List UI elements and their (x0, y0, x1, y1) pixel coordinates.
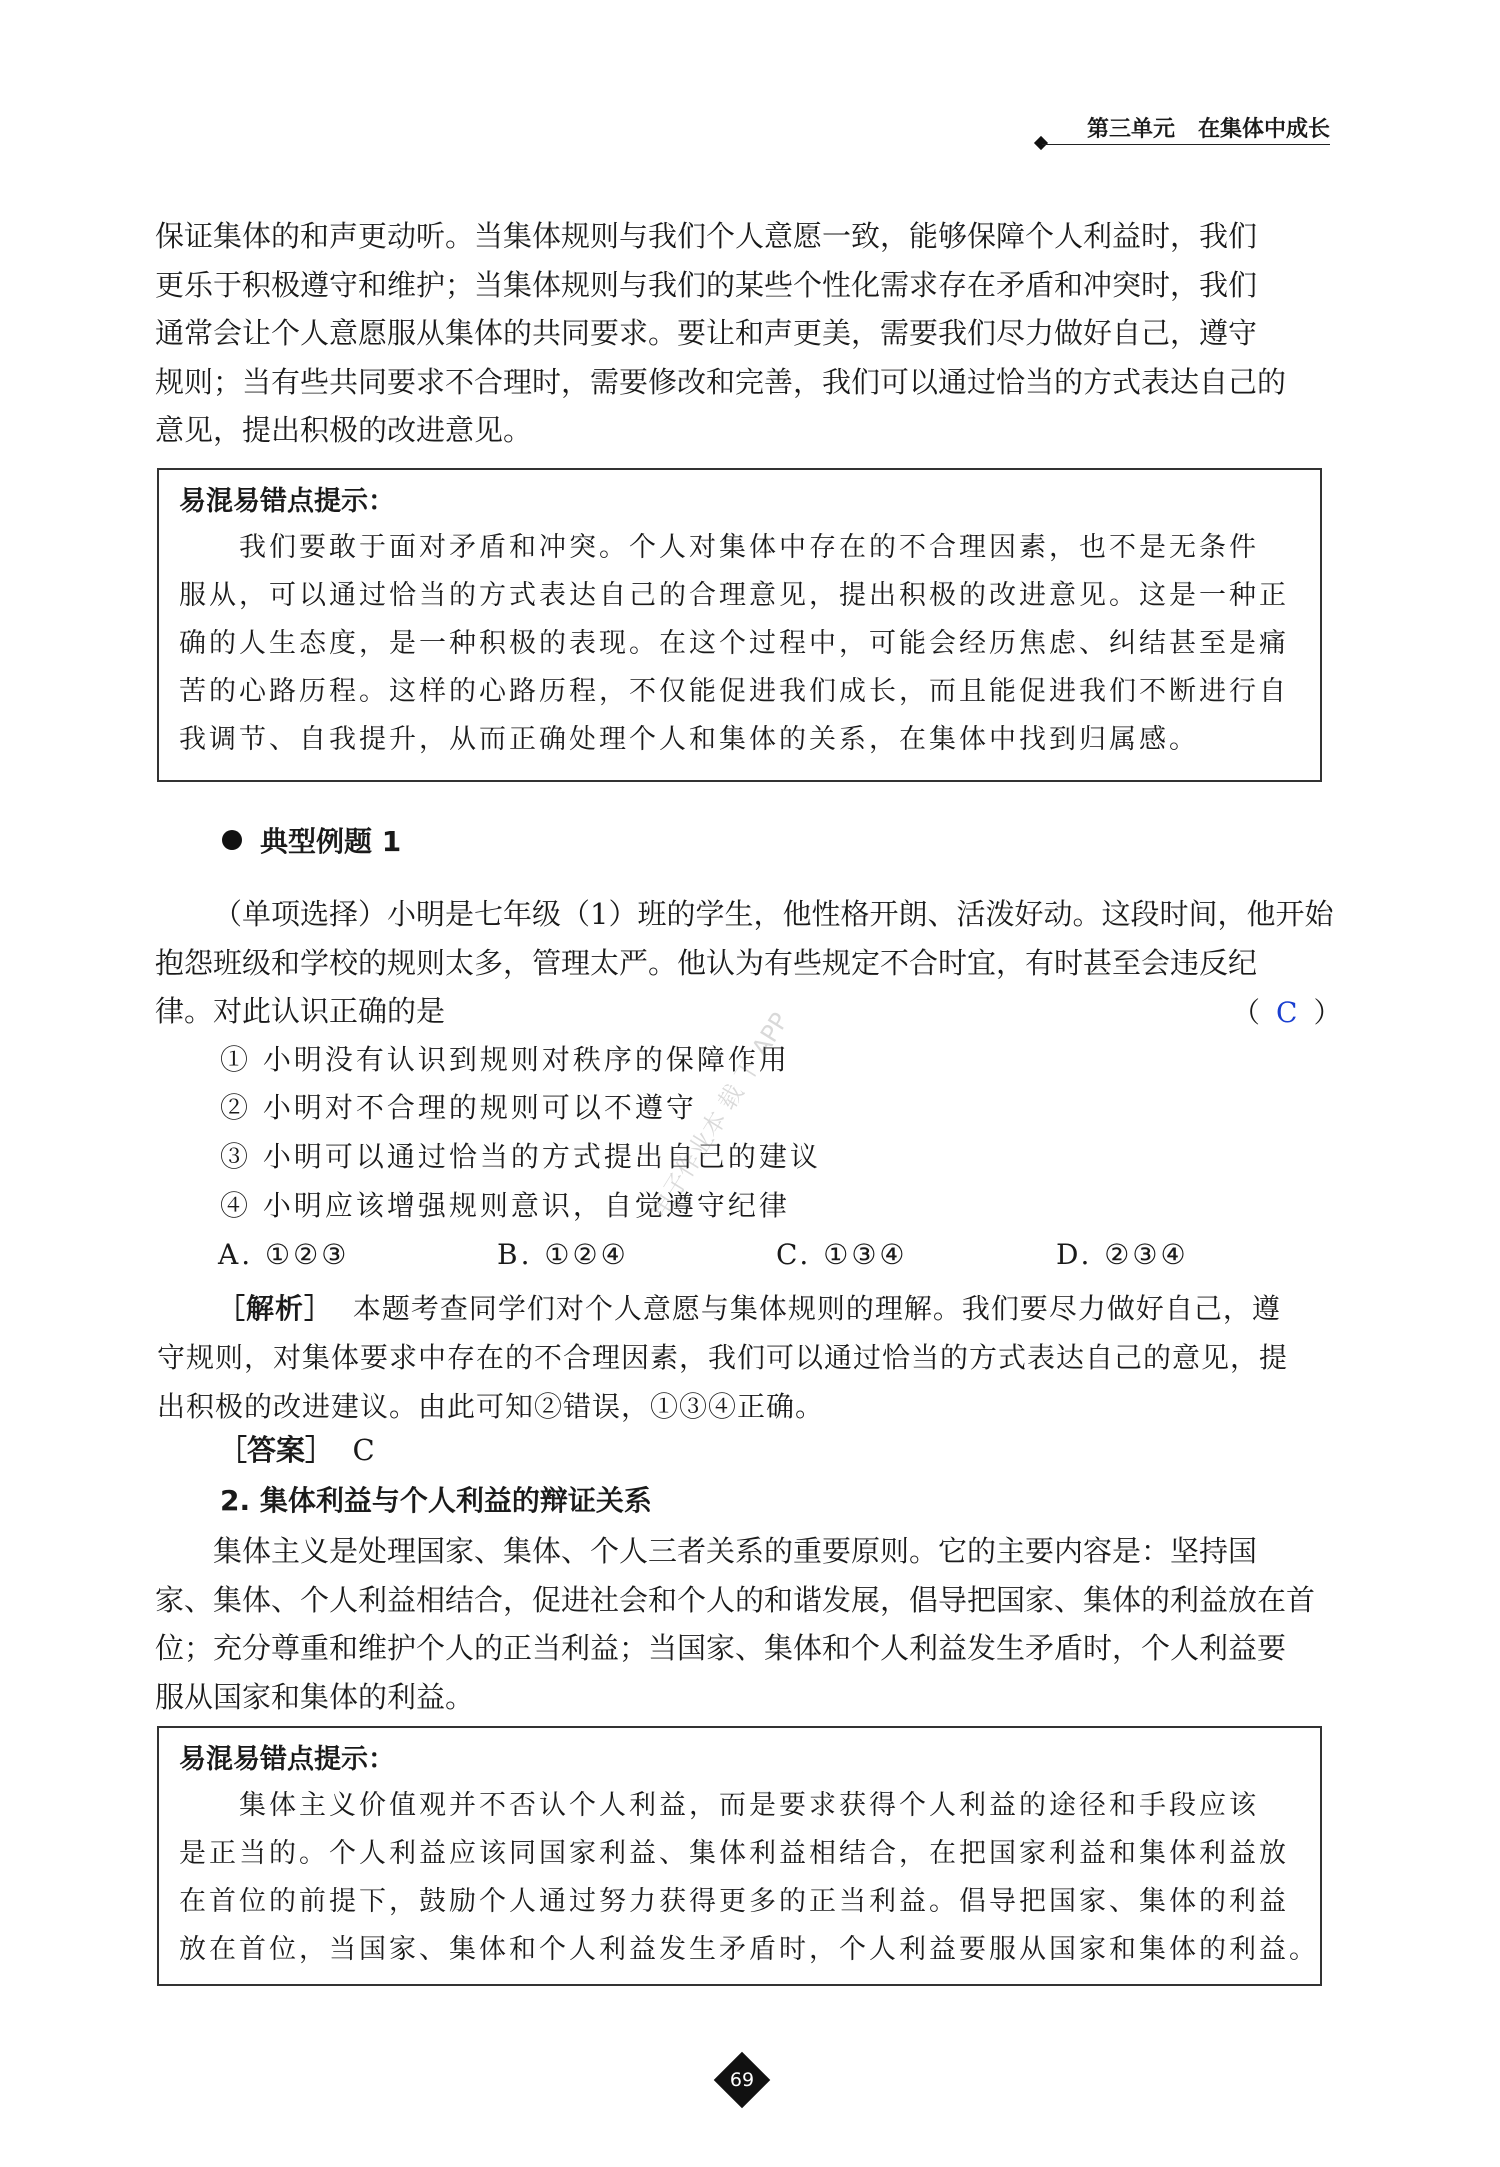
page-number-badge (718, 2056, 766, 2104)
analysis (157, 1284, 1332, 1431)
statement-1: ① 小明没有认识到规则对秩序的保障作用 (220, 1043, 790, 1076)
analysis-line: 本题考查同学们对个人意愿与集体规则的理解。我们要尽力做好自己，遵 (352, 1292, 1281, 1325)
tip-line: 确的人生态度，是一种积极的表现。在这个过程中，可能会经历焦虑、纠结甚至是痛 (179, 628, 1289, 659)
tip-title: 易混易错点提示： (179, 1744, 395, 1775)
question-text (155, 890, 1334, 1036)
intro-paragraph (155, 212, 1330, 455)
paren-close: ） (1313, 996, 1342, 1029)
tip-box-1 (157, 468, 1322, 782)
tip-line: 是正当的。个人利益应该同国家利益、集体利益相结合，在把国家利益和集体利益放 (179, 1838, 1289, 1869)
bullet-icon (222, 830, 242, 850)
choice-d: D. ②③④ (1056, 1238, 1189, 1271)
statement-2: ② 小明对不合理的规则可以不遵守 (220, 1091, 697, 1124)
tip-line: 我们要敢于面对矛盾和冲突。个人对集体中存在的不合理因素，也不是无条件 (239, 532, 1259, 563)
section2-line: 家、集体、个人利益相结合，促进社会和个人的和谐发展，倡导把国家、集体的利益放在首 (155, 1582, 1316, 1617)
example-title-text: 典型例题 1 (260, 825, 402, 858)
section2-line: 服从国家和集体的利益。 (155, 1679, 475, 1714)
intro-line: 规则；当有些共同要求不合理时，需要修改和完善，我们可以通过恰当的方式表达自己的 (155, 364, 1287, 399)
section-title: 2. 集体利益与个人利益的辩证关系 (220, 1484, 652, 1517)
header-unit: 第三单元 (1086, 117, 1175, 142)
intro-line: 通常会让个人意愿服从集体的共同要求。要让和声更美，需要我们尽力做好自己，遵守 (155, 316, 1258, 350)
statement-3: ③ 小明可以通过恰当的方式提出自己的建议 (220, 1140, 821, 1173)
tip-line: 我调节、自我提升，从而正确处理个人和集体的关系，在集体中找到归属感。 (179, 724, 1199, 755)
section2-paragraph (155, 1527, 1330, 1721)
section2-line: 集体主义是处理国家、集体、个人三者关系的重要原则。它的主要内容是：坚持国 (213, 1534, 1258, 1568)
choice-a: A. ①②③ (218, 1238, 350, 1271)
tip-line: 苦的心路历程。这样的心路历程，不仅能促进我们成长，而且能促进我们不断进行自 (179, 676, 1289, 707)
question-line: 律。对此认识正确的是 (155, 994, 446, 1028)
answer-label: ［答案］ (218, 1433, 335, 1467)
answer-line (218, 1430, 375, 1470)
tip-line: 服从，可以通过恰当的方式表达自己的合理意见，提出积极的改进意见。这是一种正 (179, 580, 1289, 611)
question-line: 抱怨班级和学校的规则太多，管理太严。他认为有些规定不合时宜，有时甚至会违反纪 (155, 945, 1258, 980)
running-header (1040, 112, 1330, 142)
tip-title: 易混易错点提示： (179, 486, 395, 517)
analysis-label: ［解析］ (217, 1292, 334, 1325)
filled-answer: C (1276, 996, 1298, 1029)
tip-line: 放在首位，当国家、集体和个人利益发生矛盾时，个人利益要服从国家和集体的利益。 (179, 1934, 1319, 1965)
example-title (222, 822, 401, 862)
tip-line: 集体主义价值观并不否认个人利益，而是要求获得个人利益的途径和手段应该 (239, 1790, 1259, 1821)
intro-line: 更乐于积极遵守和维护；当集体规则与我们的某些个性化需求存在矛盾和冲突时，我们 (155, 267, 1258, 302)
tip-line: 在首位的前提下，鼓励个人通过努力获得更多的正当利益。倡导把国家、集体的利益 (179, 1886, 1289, 1917)
tip-box-2 (157, 1726, 1322, 1986)
statement-4: ④ 小明应该增强规则意识，自觉遵守纪律 (220, 1189, 790, 1222)
analysis-line: 守规则，对集体要求中存在的不合理因素，我们可以通过恰当的方式表达自己的意见，提 (157, 1341, 1289, 1374)
intro-line: 意见，提出积极的改进意见。 (155, 413, 533, 447)
intro-line: 保证集体的和声更动听。当集体规则与我们个人意愿一致，能够保障个人利益时，我们 (155, 219, 1258, 253)
answer-parentheses (1232, 993, 1341, 1033)
answer-value: C (352, 1433, 375, 1467)
section2-line: 位；充分尊重和维护个人的正当利益；当国家、集体和个人利益发生矛盾时，个人利益要 (155, 1631, 1287, 1665)
header-title: 在集体中成长 (1197, 117, 1330, 142)
paren-open: （ (1232, 996, 1261, 1029)
question-line: （单项选择）小明是七年级（1）班的学生，他性格开朗、活泼好动。这段时间，他开始 (213, 897, 1334, 931)
page-number: 69 (729, 2069, 755, 2091)
choice-b: B. ①②④ (497, 1238, 629, 1271)
header-rule (1042, 144, 1330, 145)
watermark: 电子作业本 载 下 APP (645, 1007, 795, 1224)
choice-c: C. ①③④ (776, 1238, 908, 1271)
analysis-line: 出积极的改进建议。由此可知②错误，①③④正确。 (157, 1390, 825, 1423)
